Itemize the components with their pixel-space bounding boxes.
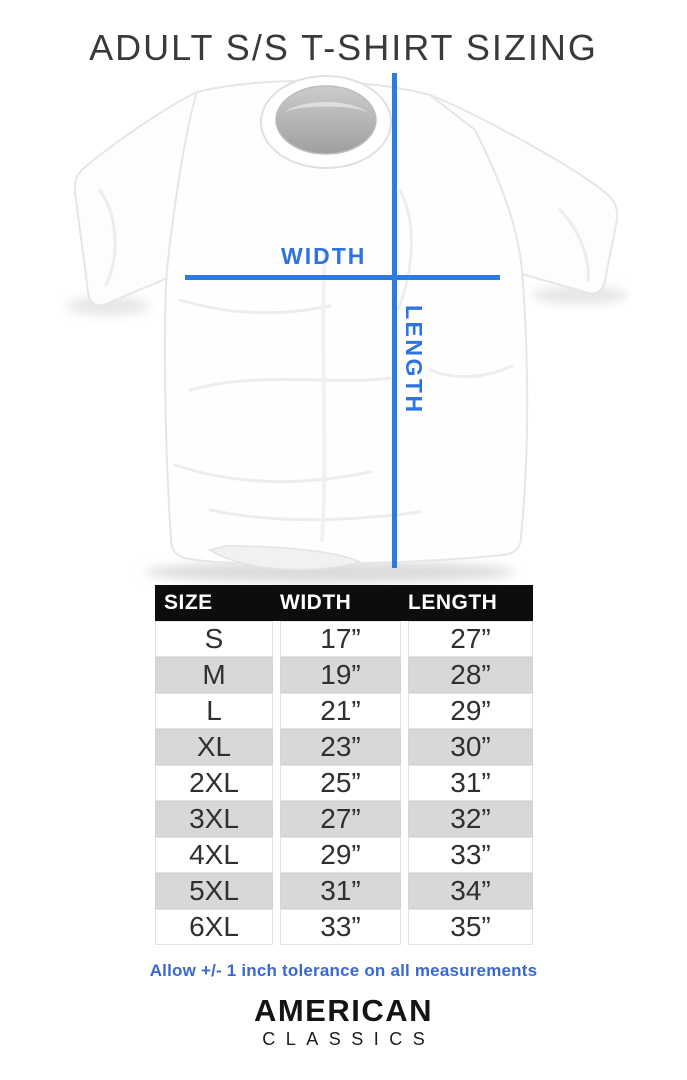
width-cell: 31” <box>280 873 401 909</box>
size-cell: XL <box>155 729 273 765</box>
table-row <box>155 765 533 801</box>
header-width: WIDTH <box>280 591 352 614</box>
size-cell: M <box>155 657 273 693</box>
width-cell: 27” <box>280 801 401 837</box>
table-row <box>155 909 533 945</box>
length-cell: 32” <box>408 801 533 837</box>
length-label: LENGTH <box>401 305 427 415</box>
size-cell: 3XL <box>155 801 273 837</box>
width-cell: 25” <box>280 765 401 801</box>
header-length: LENGTH <box>408 591 498 614</box>
width-cell: 17” <box>280 621 401 657</box>
length-cell: 33” <box>408 837 533 873</box>
length-cell: 29” <box>408 693 533 729</box>
page-title: ADULT S/S T-SHIRT SIZING <box>89 27 598 68</box>
width-cell: 29” <box>280 837 401 873</box>
width-cell: 19” <box>280 657 401 693</box>
length-cell: 30” <box>408 729 533 765</box>
table-row <box>155 729 533 765</box>
header-size: SIZE <box>164 591 213 614</box>
brand-logo <box>0 995 687 1049</box>
table-row <box>155 801 533 837</box>
size-table-body <box>155 621 533 945</box>
length-measure-line <box>392 73 397 568</box>
width-cell: 23” <box>280 729 401 765</box>
brand-name: AMERICAN <box>253 993 434 1028</box>
length-cell: 35” <box>408 909 533 945</box>
size-cell: 6XL <box>155 909 273 945</box>
size-cell: 4XL <box>155 837 273 873</box>
table-row <box>155 621 533 657</box>
table-row <box>155 657 533 693</box>
length-cell: 27” <box>408 621 533 657</box>
width-label: WIDTH <box>281 243 367 269</box>
length-cell: 34” <box>408 873 533 909</box>
tolerance-note: Allow +/- 1 inch tolerance on all measurements <box>149 961 538 980</box>
width-cell: 33” <box>280 909 401 945</box>
size-cell: 5XL <box>155 873 273 909</box>
size-cell: L <box>155 693 273 729</box>
size-table-header <box>155 585 533 621</box>
width-measure-line <box>185 275 500 280</box>
table-row <box>155 693 533 729</box>
size-table <box>155 585 533 945</box>
tshirt-illustration <box>60 70 630 585</box>
tshirt-image <box>60 70 630 585</box>
brand-subname: CLASSICS <box>262 1029 436 1049</box>
size-cell: 2XL <box>155 765 273 801</box>
length-cell: 31” <box>408 765 533 801</box>
length-cell: 28” <box>408 657 533 693</box>
width-cell: 21” <box>280 693 401 729</box>
table-row <box>155 873 533 909</box>
size-cell: S <box>155 621 273 657</box>
table-row <box>155 837 533 873</box>
